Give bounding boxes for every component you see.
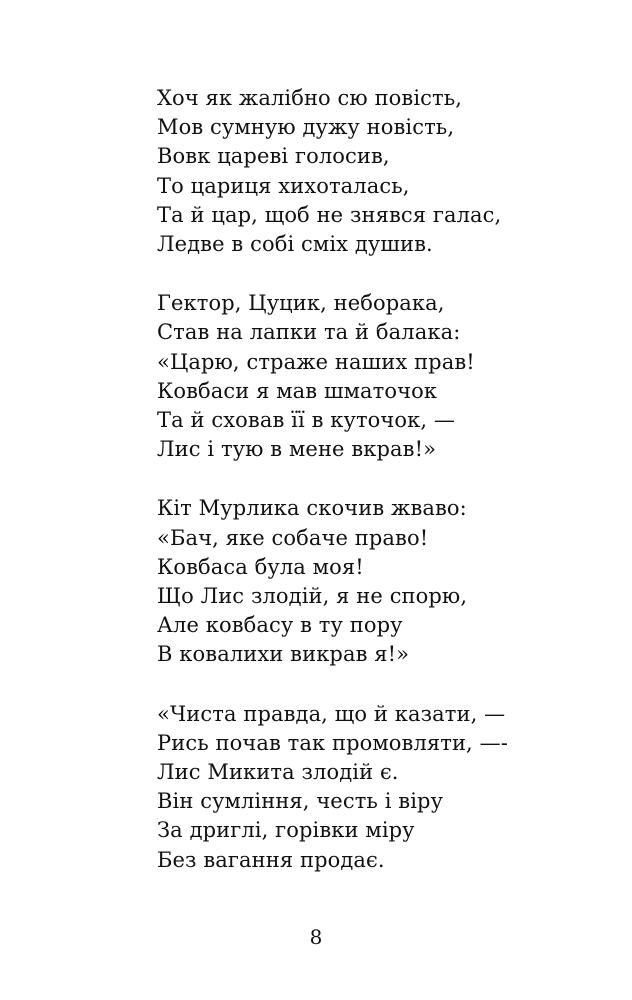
poem-line: Ковбаса була моя! xyxy=(157,554,364,579)
poem-line: Він сумління, честь і віру xyxy=(157,789,444,814)
stanza-4 xyxy=(157,700,577,875)
poem-line: Лис і тую в мене вкрав!» xyxy=(157,437,437,462)
poem-line: Кіт Мурлика скочив жваво: xyxy=(157,496,467,521)
poem xyxy=(157,84,577,905)
poem-line: Рись почав так промовляти, —- xyxy=(157,730,508,755)
poem-line: То цариця хихоталась, xyxy=(157,173,410,198)
poem-line: «Бач, яке собаче право! xyxy=(157,525,429,550)
poem-line: Мов сумную дужу новість, xyxy=(157,115,455,140)
stanza-1 xyxy=(157,84,577,259)
poem-line: В ковалихи викрав я!» xyxy=(157,642,410,667)
poem-line: Лис Микита злодій є. xyxy=(157,760,399,785)
poem-line: Що Лис злодій, я не спорю, xyxy=(157,584,468,609)
stanza-3 xyxy=(157,494,577,669)
stanza-2 xyxy=(157,289,577,464)
poem-line: «Царю, страже наших прав! xyxy=(157,349,475,374)
poem-line: Гектор, Цуцик, неборака, xyxy=(157,291,445,316)
poem-line: Та й сховав її в куточок, — xyxy=(157,408,456,433)
poem-line: За дриглі, горівки міру xyxy=(157,818,415,843)
page-number: 8 xyxy=(309,925,323,949)
poem-line: Хоч як жалібно сю повість, xyxy=(157,86,463,110)
poem-line: Ковбаси я мав шматочок xyxy=(157,378,438,403)
poem-line: Та й цар, щоб не знявся галас, xyxy=(157,202,502,227)
poem-line: Вовк цареві голосив, xyxy=(157,144,390,169)
poem-line: «Чиста правда, що й казати, — xyxy=(157,701,506,726)
poem-line: Став на лапки та й балака: xyxy=(157,320,461,345)
poem-line: Але ковбасу в ту пору xyxy=(157,613,403,638)
poem-line: Ледве в собі сміх душив. xyxy=(157,232,433,257)
poem-line: Без вагання продає. xyxy=(157,847,385,872)
